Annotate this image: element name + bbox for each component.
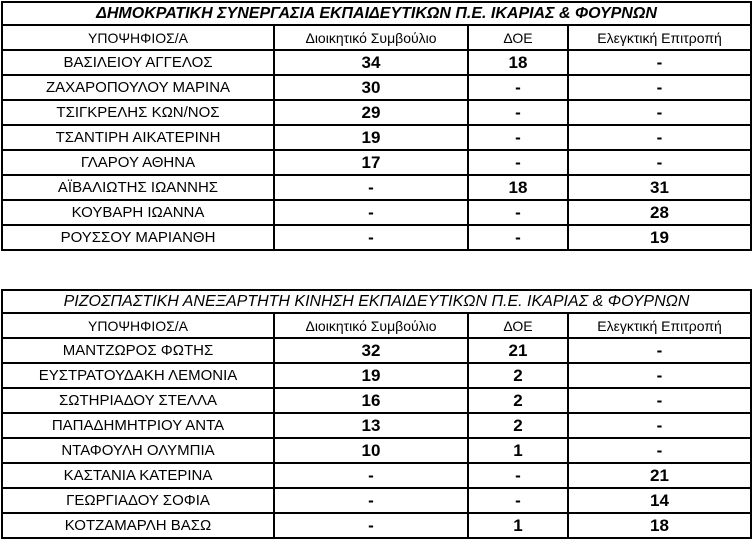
audit-votes: 28 — [568, 200, 751, 225]
header-candidate: ΥΠΟΨΗΦΙΟΣ/Α — [2, 25, 274, 50]
audit-votes: 19 — [568, 225, 751, 250]
candidate-name: ΡΟΥΣΣΟΥ ΜΑΡΙΑΝΘΗ — [2, 225, 274, 250]
audit-votes: - — [568, 388, 751, 413]
candidate-name: ΓΕΩΡΓΙΑΔΟΥ ΣΟΦΙΑ — [2, 488, 274, 513]
doe-votes: - — [468, 125, 568, 150]
table-row — [2, 50, 751, 75]
audit-votes: - — [568, 363, 751, 388]
board-votes: 19 — [274, 125, 468, 150]
board-votes: 17 — [274, 150, 468, 175]
audit-votes: 21 — [568, 463, 751, 488]
board-votes: 30 — [274, 75, 468, 100]
board-votes: 19 — [274, 363, 468, 388]
header-doe: ΔΟΕ — [468, 25, 568, 50]
doe-votes: - — [468, 75, 568, 100]
audit-votes: 18 — [568, 513, 751, 538]
candidate-name: ΑΪΒΑΛΙΩΤΗΣ ΙΩΑΝΝΗΣ — [2, 175, 274, 200]
table-row — [2, 225, 751, 250]
board-votes: 13 — [274, 413, 468, 438]
board-votes: - — [274, 513, 468, 538]
table-row — [2, 200, 751, 225]
doe-votes: - — [468, 100, 568, 125]
table-row — [2, 150, 751, 175]
doe-votes: 1 — [468, 513, 568, 538]
results-table-dimokratiki-synergasia — [1, 1, 752, 251]
table-title: ΔΗΜΟΚΡΑΤΙΚΗ ΣΥΝΕΡΓΑΣΙΑ ΕΚΠΑΙΔΕΥΤΙΚΩΝ Π.Ε. ΙΚΑΡΙΑΣ & ΦΟΥΡΝΩΝ — [2, 2, 751, 25]
candidate-name: ΤΣΙΓΚΡΕΛΗΣ ΚΩΝ/ΝΟΣ — [2, 100, 274, 125]
candidate-name: ΚΟΤΖΑΜΑΡΛΗ ΒΑΣΩ — [2, 513, 274, 538]
candidate-name: ΕΥΣΤΡΑΤΟΥΔΑΚΗ ΛΕΜΟΝΙΑ — [2, 363, 274, 388]
doe-votes: 18 — [468, 50, 568, 75]
table-row — [2, 488, 751, 513]
board-votes: - — [274, 175, 468, 200]
table-header-row — [2, 25, 751, 50]
audit-votes: - — [568, 338, 751, 363]
table-title: ΡΙΖΟΣΠΑΣΤΙΚΗ ΑΝΕΞΑΡΤΗΤΗ ΚΙΝΗΣΗ ΕΚΠΑΙΔΕΥΤΙΚΩΝ Π.Ε. ΙΚΑΡΙΑΣ & ΦΟΥΡΝΩΝ — [2, 290, 751, 313]
table-row — [2, 513, 751, 538]
doe-votes: - — [468, 200, 568, 225]
table-title-row — [2, 290, 751, 313]
doe-votes: - — [468, 463, 568, 488]
candidate-name: ΒΑΣΙΛΕΙΟΥ ΑΓΓΕΛΟΣ — [2, 50, 274, 75]
table-row — [2, 338, 751, 363]
audit-votes: - — [568, 125, 751, 150]
table-row — [2, 175, 751, 200]
audit-votes: - — [568, 100, 751, 125]
board-votes: 16 — [274, 388, 468, 413]
table-header-row — [2, 313, 751, 338]
table-row — [2, 413, 751, 438]
table-row — [2, 463, 751, 488]
audit-votes: - — [568, 438, 751, 463]
candidate-name: ΚΑΣΤΑΝΙΑ ΚΑΤΕΡΙΝΑ — [2, 463, 274, 488]
header-doe: ΔΟΕ — [468, 313, 568, 338]
audit-votes: - — [568, 150, 751, 175]
doe-votes: 2 — [468, 363, 568, 388]
header-audit: Ελεγκτική Επιτροπή — [568, 25, 751, 50]
doe-votes: - — [468, 225, 568, 250]
table-row — [2, 438, 751, 463]
candidate-name: ΠΑΠΑΔΗΜΗΤΡΙΟΥ ΑΝΤΑ — [2, 413, 274, 438]
board-votes: 34 — [274, 50, 468, 75]
candidate-name: ΝΤΑΦΟΥΛΗ ΟΛΥΜΠΙΑ — [2, 438, 274, 463]
board-votes: - — [274, 488, 468, 513]
table-row — [2, 388, 751, 413]
doe-votes: 21 — [468, 338, 568, 363]
table-row — [2, 75, 751, 100]
doe-votes: 2 — [468, 388, 568, 413]
table-body — [2, 2, 751, 250]
candidate-name: ΤΣΑΝΤΙΡΗ ΑΙΚΑΤΕΡΙΝΗ — [2, 125, 274, 150]
candidate-name: ΓΛΑΡΟΥ ΑΘΗΝΑ — [2, 150, 274, 175]
table-row — [2, 125, 751, 150]
board-votes: - — [274, 200, 468, 225]
candidate-name: ΣΩΤΗΡΙΑΔΟΥ ΣΤΕΛΛΑ — [2, 388, 274, 413]
board-votes: - — [274, 225, 468, 250]
header-candidate: ΥΠΟΨΗΦΙΟΣ/Α — [2, 313, 274, 338]
audit-votes: 31 — [568, 175, 751, 200]
header-board: Διοικητικό Συμβούλιο — [274, 25, 468, 50]
table-title-row — [2, 2, 751, 25]
board-votes: 10 — [274, 438, 468, 463]
doe-votes: 18 — [468, 175, 568, 200]
audit-votes: - — [568, 413, 751, 438]
candidate-name: ΜΑΝΤΖΩΡΟΣ ΦΩΤΗΣ — [2, 338, 274, 363]
board-votes: - — [274, 463, 468, 488]
doe-votes: - — [468, 150, 568, 175]
candidate-name: ΚΟΥΒΑΡΗ ΙΩΑΝΝΑ — [2, 200, 274, 225]
board-votes: 29 — [274, 100, 468, 125]
table-row — [2, 363, 751, 388]
audit-votes: - — [568, 50, 751, 75]
audit-votes: - — [568, 75, 751, 100]
header-board: Διοικητικό Συμβούλιο — [274, 313, 468, 338]
audit-votes: 14 — [568, 488, 751, 513]
board-votes: 32 — [274, 338, 468, 363]
doe-votes: 1 — [468, 438, 568, 463]
table-row — [2, 100, 751, 125]
results-table-rizospastiki-kinisi — [1, 289, 752, 539]
table-body — [2, 290, 751, 538]
header-audit: Ελεγκτική Επιτροπή — [568, 313, 751, 338]
candidate-name: ΖΑΧΑΡΟΠΟΥΛΟΥ ΜΑΡΙΝΑ — [2, 75, 274, 100]
doe-votes: - — [468, 488, 568, 513]
doe-votes: 2 — [468, 413, 568, 438]
